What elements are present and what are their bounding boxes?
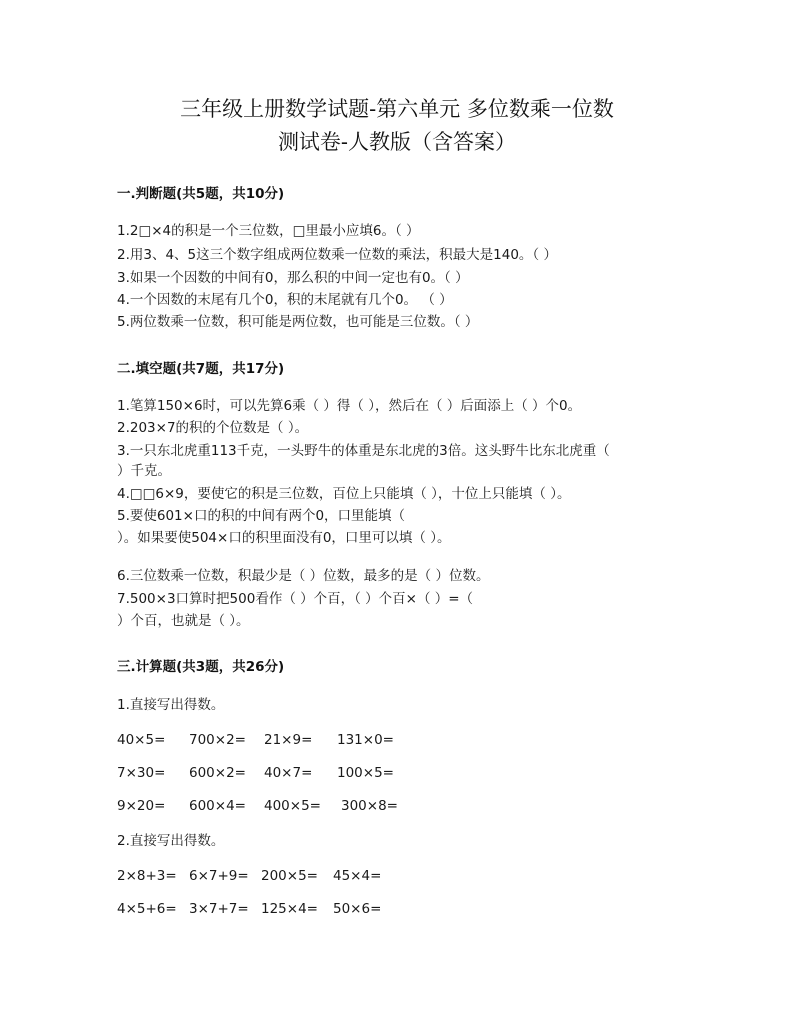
- fill-question-1: 1.笔算150×6时，可以先算6乘（ ）得（ ），然后在（ ）后面添上（ ）个0。: [117, 398, 582, 414]
- fill-question-3: 3.一只东北虎重113千克，一头野牛的体重是东北虎的3倍。这头野牛比东北虎重（: [117, 443, 610, 459]
- judgment-question-5: 5.两位数乘一位数，积可能是两位数，也可能是三位数。（ ）: [117, 314, 479, 330]
- page-title-line-2: 测试卷-人教版（含答案）: [277, 130, 517, 154]
- calc-item: 6×7+9=: [189, 868, 249, 884]
- calc-item: 4×5+6=: [117, 901, 177, 917]
- calc-item: 600×4=: [189, 798, 246, 814]
- judgment-question-3: 3.如果一个因数的中间有0，那么积的中间一定也有0。（ ）: [117, 270, 469, 286]
- judgment-question-2: 2.用3、4、5这三个数字组成两位数乘一位数的乘法，积最大是140。（ ）: [117, 247, 557, 263]
- fill-question-5-cont: ）。如果要使504×口的积里面没有0，口里可以填（ ）。: [117, 530, 451, 546]
- fill-question-6: 6.三位数乘一位数，积最少是（ ）位数，最多的是（ ）位数。: [117, 568, 490, 584]
- calc-row: [117, 868, 517, 886]
- calc-row: [117, 901, 517, 919]
- calc-question-1-label: 1.直接写出得数。: [117, 697, 225, 713]
- calc-item: 125×4=: [261, 901, 318, 917]
- calc-row: [117, 765, 517, 783]
- calc-item: 100×5=: [337, 765, 394, 781]
- calc-row: [117, 732, 517, 750]
- calc-item: 50×6=: [333, 901, 382, 917]
- calc-item: 40×7=: [264, 765, 313, 781]
- judgment-question-1: 1.2□×4的积是一个三位数，□里最小应填6。（ ）: [117, 223, 420, 239]
- calc-item: 9×20=: [117, 798, 166, 814]
- calc-item: 21×9=: [264, 732, 313, 748]
- section-heading-judgment: 一.判断题(共5题，共10分): [117, 186, 285, 202]
- calc-item: 40×5=: [117, 732, 166, 748]
- calc-item: 7×30=: [117, 765, 166, 781]
- calc-item: 600×2=: [189, 765, 246, 781]
- fill-question-3-cont: ）千克。: [117, 463, 171, 479]
- calc-item: 2×8+3=: [117, 868, 177, 884]
- calc-item: 45×4=: [333, 868, 382, 884]
- calc-item: 400×5=: [264, 798, 321, 814]
- calc-question-2-label: 2.直接写出得数。: [117, 833, 225, 849]
- judgment-question-4: 4.一个因数的末尾有几个0，积的末尾就有几个0。 （ ）: [117, 292, 453, 308]
- fill-question-7-cont: ）个百，也就是（ ）。: [117, 613, 250, 629]
- calc-item: 700×2=: [189, 732, 246, 748]
- calc-item: 131×0=: [337, 732, 394, 748]
- calc-item: 3×7+7=: [189, 901, 249, 917]
- fill-question-5: 5.要使601×口的积的中间有两个0，口里能填（: [117, 508, 406, 524]
- section-heading-fill-blank: 二.填空题(共7题，共17分): [117, 361, 285, 377]
- calc-row: [117, 798, 517, 816]
- fill-question-2: 2.203×7的积的个位数是（ ）。: [117, 420, 309, 436]
- calc-item: 300×8=: [341, 798, 398, 814]
- fill-question-7: 7.500×3口算时把500看作（ ）个百，（ ）个百×（ ）=（: [117, 591, 474, 607]
- fill-question-4: 4.□□6×9，要使它的积是三位数，百位上只能填（ ），十位上只能填（ ）。: [117, 486, 571, 502]
- calc-item: 200×5=: [261, 868, 318, 884]
- page-title-line-1: 三年级上册数学试题-第六单元 多位数乘一位数: [180, 97, 614, 121]
- section-heading-calculation: 三.计算题(共3题，共26分): [117, 659, 285, 675]
